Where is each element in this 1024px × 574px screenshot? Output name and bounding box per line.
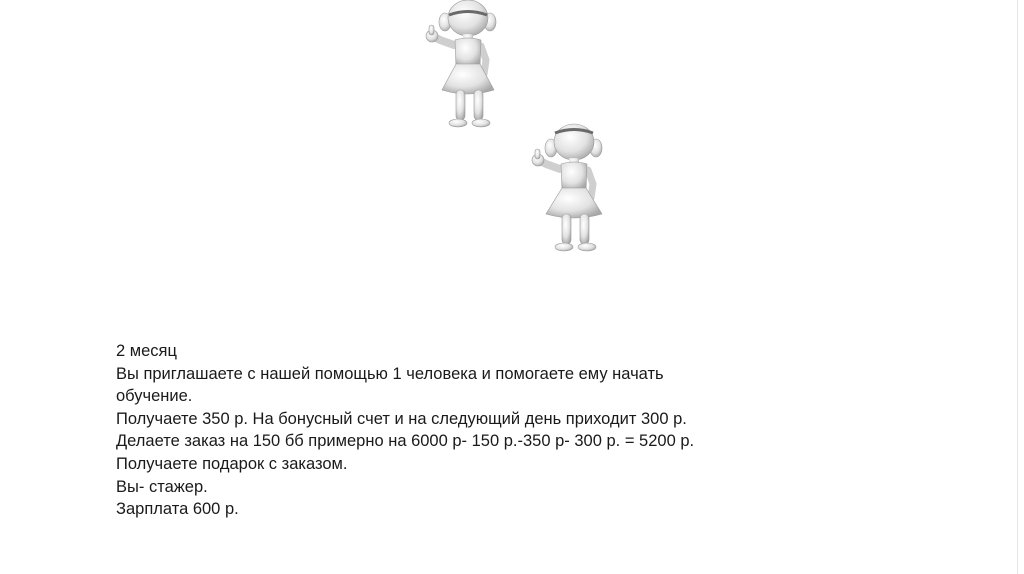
girl-thumbs-up-figure-icon [418,0,500,130]
girl-thumbs-up-figure-icon [522,118,606,252]
text-line-invite: Вы приглашаете с нашей помощью 1 человека и помогаете ему начать обучение. [116,364,664,406]
text-line-order: Делаете заказ на 150 бб примерно на 6000 р- 150 р.-350 р- 300 р. = 5200 р. [116,432,695,451]
text-line-salary: Зарплата 600 р. [116,500,239,519]
text-line-gift: Получаете подарок с заказом. [116,454,348,473]
slide-edge-divider [1017,0,1018,574]
month-heading: 2 месяц [116,342,177,360]
slide-text-block [116,340,716,521]
text-line-bonus: Получаете 350 р. На бонусный счет и на следующий день приходит 300 р. [116,409,687,428]
text-line-status: Вы- стажер. [116,477,208,496]
